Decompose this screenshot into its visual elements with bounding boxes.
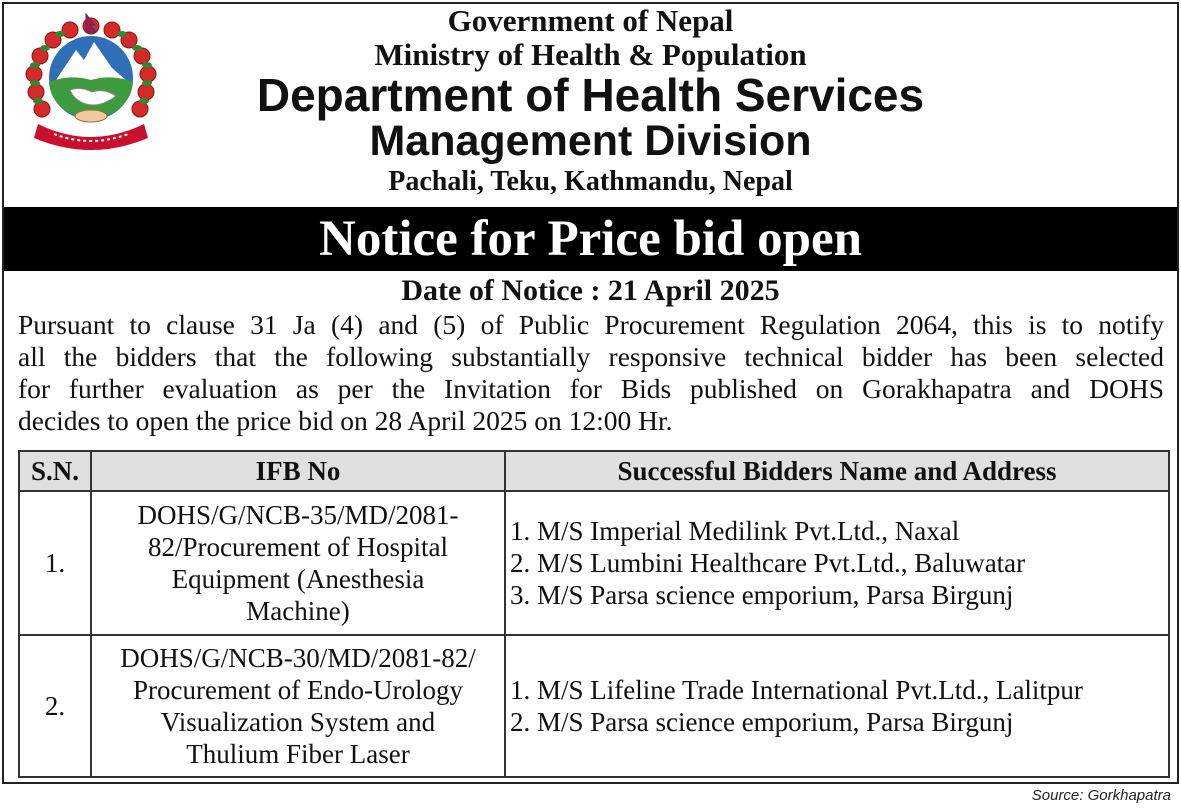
ministry-title: Ministry of Health & Population: [374, 37, 807, 72]
bids-table: [18, 450, 1170, 778]
ifb-line: Thulium Fiber Laser: [186, 739, 410, 769]
ifb-line: 82/Procurement of Hospital: [148, 532, 448, 562]
row-bidders: [505, 491, 1169, 635]
table-header-row: [19, 451, 1169, 491]
header-sn: S.N.: [19, 451, 91, 491]
ifb-line: DOHS/G/NCB-30/MD/2081-82/: [120, 643, 476, 673]
bidder-item: 1. M/S Imperial Medilink Pvt.Ltd., Naxal: [510, 516, 960, 546]
row-sn: 2.: [19, 635, 91, 777]
table-row: [19, 491, 1169, 635]
body-line: for further evaluation as per the Invitation for Bids published on Gorakhapatra and DOHS: [18, 373, 1164, 404]
ifb-line: DOHS/G/NCB-35/MD/2081-: [137, 500, 459, 530]
body-line: decides to open the price bid on 28 April 2025 on 12:00 Hr.: [18, 405, 673, 436]
body-line: Pursuant to clause 31 Ja (4) and (5) of Public Procurement Regulation 2064, this is to notify: [18, 309, 1164, 340]
ifb-line: Procurement of Endo-Urology: [133, 675, 463, 705]
row-bidders: [505, 635, 1169, 777]
notice-date: Date of Notice : 21 April 2025: [401, 274, 780, 307]
department-title: Department of Health Services: [256, 69, 925, 121]
notice-title: Notice for Price bid open: [4, 207, 1177, 271]
header-ifb: IFB No: [91, 451, 505, 491]
row-sn: 1.: [19, 491, 91, 635]
ifb-line: Visualization System and: [160, 707, 436, 737]
notice-body: [18, 309, 1164, 437]
bidder-item: 2. M/S Parsa science emporium, Parsa Birgunj: [510, 707, 1014, 737]
source-credit: Source: Gorkhapatra: [1031, 787, 1171, 804]
ifb-line: Machine): [246, 596, 350, 626]
bidder-item: 2. M/S Lumbini Healthcare Pvt.Ltd., Baluwatar: [510, 548, 1026, 578]
body-line: all the bidders that the following substantially responsive technical bidder has been selected: [18, 341, 1164, 372]
header-bidders: Successful Bidders Name and Address: [505, 451, 1169, 491]
row-ifb: [91, 635, 505, 777]
table-row: [19, 635, 1169, 777]
division-title: Management Division: [369, 117, 812, 165]
office-address: Pachali, Teku, Kathmandu, Nepal: [388, 166, 793, 197]
bidder-item: 1. M/S Lifeline Trade International Pvt.Ltd., Lalitpur: [510, 675, 1083, 705]
ifb-line: Equipment (Anesthesia: [171, 564, 425, 594]
bidder-item: 3. M/S Parsa science emporium, Parsa Birgunj: [510, 580, 1014, 610]
row-ifb: [91, 491, 505, 635]
government-title: Government of Nepal: [447, 3, 734, 38]
